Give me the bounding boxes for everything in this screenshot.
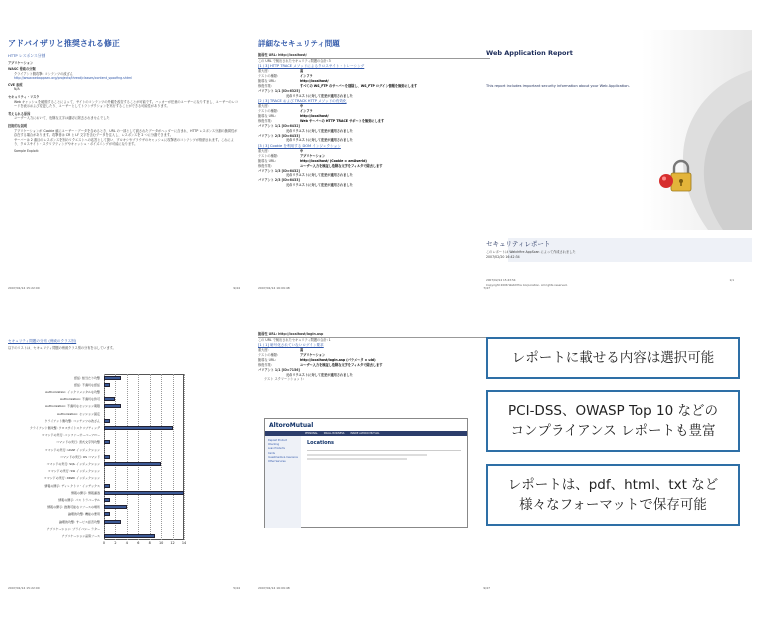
chart-gridline xyxy=(115,374,116,540)
wasc-link[interactable]: http://www.webappsec.org/projects/threat/classes/content_spoofing.shtml xyxy=(14,76,133,81)
label-fix: 修復作業: xyxy=(258,363,272,368)
chart-page-title: セキュリティ問題の分布 (脅威のクラス別) xyxy=(8,339,77,343)
cause-text: ユーザー入力において、危険な文字は適切に除去されませんでした xyxy=(14,116,110,121)
side-item[interactable]: Loan Products xyxy=(268,447,285,451)
bar xyxy=(104,491,184,495)
issue-count: この URL で検出されたセキュリティ問題の合計: 1 xyxy=(258,337,331,342)
page-footer xyxy=(258,586,490,590)
page-title: アドバイザリと推奨される修正 xyxy=(8,39,120,48)
variant-reason: 元のリクエストに対して変更が適用されました xyxy=(286,93,353,98)
footer-left: 2007/02/14 15:43:54 xyxy=(486,278,516,282)
url-line: 脆弱性 URL: http://localhost/login.asp xyxy=(258,332,490,338)
bar xyxy=(104,376,121,380)
brand-logo: AltoroMutual xyxy=(269,421,314,429)
footer-right: 9/47 xyxy=(483,586,490,590)
divider xyxy=(307,450,461,451)
callout-selectable-content xyxy=(486,337,740,379)
callout-text-line1: レポートは、pdf、html、txt など xyxy=(507,477,719,493)
report-page-screenshot xyxy=(258,330,490,592)
category-label: コマンドの実行: SSI インジェクション xyxy=(47,469,100,474)
footer-right: 1/1 xyxy=(729,278,734,282)
footer-right: 5/44 xyxy=(233,586,240,590)
variant-label: バリアント 2/3 [ID=6433] xyxy=(258,133,300,138)
category-label: Authorization: 不適切な許可 xyxy=(59,397,100,402)
value-severity: 中 xyxy=(300,104,304,109)
report-meta-2: 2007/02/20 16:42:34 xyxy=(486,255,520,259)
bar xyxy=(104,505,127,509)
label-test: テストの種類: xyxy=(258,353,279,358)
category-label: クライアント側攻撃: クロスサイトスクリプティング xyxy=(29,425,100,430)
chart-gridline xyxy=(184,374,185,540)
label-severity: 重大度: xyxy=(258,104,269,109)
locations-heading: Locations xyxy=(307,440,335,446)
category-label: コマンドの実行: XPath インジェクション xyxy=(43,476,100,481)
cover-desc: This report includes important security information about your Web Application. xyxy=(486,84,630,88)
callout-text-line2: 様々なフォーマットで保存可能 xyxy=(519,497,707,513)
category-label: 論理的攻撃: サービス拒否攻撃 xyxy=(59,519,100,524)
label-test: テストの種類: xyxy=(258,109,279,114)
bar xyxy=(104,455,110,459)
value-severity: 高 xyxy=(300,348,304,353)
report-page-advisory xyxy=(8,30,240,292)
value-fix: ユーザー入力を検証し危険な文字をフィルタで除去します xyxy=(300,363,383,368)
chart-gridline xyxy=(161,374,162,540)
category-label: Authorization: 不適切なセッション期限 xyxy=(45,404,100,409)
screenshot-header xyxy=(265,419,467,431)
report-page-chart xyxy=(8,330,240,592)
value-url: http://localhost/login.asp (パラメータ = uid) xyxy=(300,358,376,363)
category-label: 情報の開示: ディレクトリ・インデックス xyxy=(44,483,100,488)
footer-left: 2007/02/14 15:22:00 xyxy=(8,286,40,290)
value-url: http://localhost/ (Cookie = amUserId) xyxy=(300,158,367,163)
value-url: http://localhost/ xyxy=(300,114,329,119)
footer-left: 2007/02/14 15:22:00 xyxy=(8,586,40,590)
cover-title: Web Application Report xyxy=(486,49,573,57)
label-url: 脆弱な URL: xyxy=(258,114,276,119)
chart-gridline xyxy=(138,374,139,540)
x-tick-label: 12 xyxy=(170,540,175,545)
value-test: アプリケーション xyxy=(300,353,326,358)
chart-gridline xyxy=(173,374,174,540)
bar xyxy=(104,534,155,538)
nav-item[interactable]: PERSONAL xyxy=(305,432,318,435)
variant-label: バリアント 1/1 [ID=6432] xyxy=(258,124,300,129)
chart-gridline xyxy=(127,374,128,540)
text-line-placeholder xyxy=(307,454,427,456)
callout-compliance-reports xyxy=(486,390,740,452)
chart-gridline xyxy=(150,374,151,540)
value-fix: Web サーバーの HTTP TRACE サポートを無効にします xyxy=(300,119,385,124)
footer-right: 7/47 xyxy=(483,286,490,290)
category-label: アプリケーション: プライバシー ラター xyxy=(46,526,100,531)
footer-copyright: Copyright 2006 Watchfire Corporation. All rights reserved. xyxy=(486,283,568,287)
section-fix: 技術的な説明 xyxy=(8,124,28,129)
label-severity: 重大度: xyxy=(258,148,269,153)
report-page-issues xyxy=(258,30,490,292)
category-label: Authorization: セッション固定 xyxy=(57,411,100,416)
bar xyxy=(104,462,161,466)
threat-class-chart xyxy=(8,370,240,550)
variant-label: バリアント 1/1 [ID=6325] xyxy=(258,89,300,94)
category-label: コマンドの実行: SQL インジェクション xyxy=(46,461,100,466)
screenshot-main xyxy=(301,436,467,528)
variant-reason: 元のリクエストに対して変更が適用されました xyxy=(286,173,353,178)
label-fix: 修復作業: xyxy=(258,163,272,168)
x-tick-label: 6 xyxy=(137,540,140,545)
label-fix: 修復作業: xyxy=(258,84,272,89)
variant-reason: 元のリクエストに対して変更が適用されました xyxy=(286,182,353,187)
x-tick-label: 2 xyxy=(114,540,117,545)
side-item[interactable]: Deposit Product xyxy=(268,439,287,442)
issue-2-head[interactable]: [2 / 3] TRACE および TRACK HTTP メソッドの有効化 xyxy=(258,99,347,104)
value-test: インフラ xyxy=(300,109,313,114)
fix-text-1: アプリケーションが Cookie 値にユーザー・データを含めるとき、URL の一部として渡されたデータがヘッダーに含まれ、HTTP レスポンス分割の脆弱性が存在する場合があります。攻撃者は CR と LF 文字を含むデータを注入し、レスポンスを 2 つに分割できます。 xyxy=(14,128,238,138)
section-cause: 考えられる原因 xyxy=(8,111,31,116)
bar xyxy=(104,484,110,488)
category-label: 情報の開示: 情報漏洩 xyxy=(71,490,100,495)
fix-text-2: サーバーは 2 番目のレスポンスを別のリクエストへの応答として扱い、プロキシやブラウザのキャッシュに攻撃者のコンテンツが格納されます。これにより、クロスサイト・スクリプティングやキャッシュ・ポイズニングが可能になります。 xyxy=(14,137,234,147)
category-label: 認証: 不適切な認証 xyxy=(74,382,100,387)
value-severity: 高 xyxy=(300,69,304,74)
variant-label: バリアント 2/3 [ID=6433] xyxy=(258,177,300,182)
side-item[interactable]: Investments & Insurance xyxy=(268,455,298,459)
side-item[interactable]: Cards xyxy=(268,451,275,455)
issue-head[interactable]: [1 / 1] 暗号化されていないログイン要求 xyxy=(258,343,324,348)
value-fix: すべての WS_FTP のサーバーを削除し、WS_FTP ログイン情報を無効にします xyxy=(300,84,418,89)
callout-text-line2: コンプライアンス レポートも豊富 xyxy=(510,423,716,439)
issue-1-head[interactable]: [1 / 3] HTTP TRACE メソッドによるクロスサイト・トレーシング xyxy=(258,64,365,69)
label-severity: 重大度: xyxy=(258,348,269,353)
cve-value: N/A xyxy=(14,87,20,92)
category-label: クライアント側攻撃: コンテンツの改ざん xyxy=(44,418,100,423)
screenshot-label: テスト スクリーンショット: xyxy=(264,377,305,382)
nav-item[interactable]: SMALL BUSINESS xyxy=(323,432,345,435)
side-item[interactable]: Checking xyxy=(268,443,280,447)
label-fix: 修復作業: xyxy=(258,119,272,124)
x-tick-label: 4 xyxy=(125,540,128,545)
x-tick-label: 0 xyxy=(102,540,106,545)
section-risk: セキュリティ・リスク xyxy=(8,95,40,100)
bar xyxy=(104,383,110,387)
issue-3-head[interactable]: [3 / 3] Cookie を利用する DOM インジェクション xyxy=(258,143,341,148)
footer-right: 9/44 xyxy=(233,286,240,290)
section-wasc: WASC 脅威の分類 xyxy=(8,67,36,72)
label-test: テストの種類: xyxy=(258,153,279,158)
url-line: 脆弱性 URL: http://localhost/ xyxy=(258,53,490,59)
category-label: コマンドの実行: 書式文字列攻撃 xyxy=(56,440,100,445)
nav-item[interactable]: INSIDE ALTORO MUTUAL xyxy=(350,432,380,435)
callout-text: レポートに載せる内容は選択可能 xyxy=(511,350,715,366)
category-label: コマンドの実行: OS コマンド xyxy=(59,454,100,459)
wasc-value: クライアント側攻撃: コンテンツの改ざん xyxy=(14,71,73,76)
value-fix: ユーザー入力を検証し危険な文字をフィルタで除去します xyxy=(300,163,383,168)
section-app: アプリケーション xyxy=(8,60,34,65)
variant-label: バリアント 1/3 [ID=6432] xyxy=(258,168,300,173)
variant-label: バリアント 1/1 [ID=7156] xyxy=(258,368,300,373)
category-label: コマンドの実行: LDAP インジェクション xyxy=(44,447,100,452)
bar xyxy=(104,404,121,408)
page-footer xyxy=(8,286,240,290)
value-test: アプリケーション xyxy=(300,153,326,158)
text-line-placeholder xyxy=(307,458,407,460)
bar xyxy=(104,397,115,401)
label-url: 脆弱な URL: xyxy=(258,358,276,363)
report-meta-1: このレポートは Watchfire AppScan によって作成されました xyxy=(486,250,576,254)
value-severity: 中 xyxy=(300,148,304,153)
label-url: 脆弱な URL: xyxy=(258,79,276,84)
chart-page-subtitle: 以下のリストは、セキュリティ問題の脅威クラス別の分布を示しています。 xyxy=(8,346,116,350)
category-label: 情報の開示: 推測可能なリソースの場所 xyxy=(47,505,100,510)
x-tick-label: 10 xyxy=(158,540,164,545)
bar xyxy=(104,512,110,516)
x-tick-label: 8 xyxy=(148,540,151,545)
report-title: セキュリティレポート xyxy=(486,240,551,248)
category-label: Authorization: インクリメンタルな攻撃 xyxy=(45,389,100,394)
label-severity: 重大度: xyxy=(258,69,269,74)
cover-swoosh xyxy=(508,30,752,230)
label-url: 脆弱な URL: xyxy=(258,158,276,163)
page-footer xyxy=(258,286,490,290)
label-test: テストの種類: xyxy=(258,74,279,79)
bar xyxy=(104,440,110,444)
screenshot-body xyxy=(265,436,467,528)
page-footer xyxy=(8,586,240,590)
category-label: 論理的攻撃: 機能の悪用 xyxy=(68,512,100,517)
footer-left: 2007/02/14 16:09:48 xyxy=(258,286,290,290)
fix-text-3: Sample Exploit: xyxy=(14,149,39,153)
issue-count: この URL で検出されたセキュリティ問題の合計: 3 xyxy=(258,58,331,63)
variant-reason: 元のリクエストに対して変更が適用されました xyxy=(286,372,353,377)
red-ball-icon xyxy=(658,172,674,190)
variant-reason: 元のリクエストに対して変更が適用されました xyxy=(286,128,353,133)
category-label: コマンドの実行: バッファーオーバーフロー xyxy=(41,433,100,438)
bar xyxy=(104,520,121,524)
section-cve: CVE 参照 xyxy=(8,82,23,87)
screenshot-sidebar xyxy=(265,436,301,528)
category-label: 認証: 総当たり攻撃 xyxy=(74,375,100,380)
category-label: アプリケーション品質ソース xyxy=(61,533,100,538)
variant-reason: 元のリクエストに対して変更が適用されました xyxy=(286,138,353,143)
bar xyxy=(104,419,110,423)
callout-text-line1: PCI-DSS、OWASP Top 10 などの xyxy=(508,403,718,419)
bar xyxy=(104,426,173,430)
risk-text: Web キャッシュを破損することによって、サイトのコンテンツの外観を改変することが可能です。ハッカーが任意のユーザーになりすまし、ユーザーのレコードを表示および変更したり、ユーザーとしてトランザクションを実行することができる可能性があります。 xyxy=(14,99,238,109)
x-tick-label: 14 xyxy=(181,540,187,545)
advisory-subtitle: HTTP レスポンス分割 xyxy=(8,53,46,58)
side-item[interactable]: Other Services xyxy=(268,460,286,464)
value-url: http://localhost/ xyxy=(300,79,329,84)
footer-left: 2007/02/14 16:09:48 xyxy=(258,586,290,590)
value-test: インフラ xyxy=(300,74,313,79)
bar xyxy=(104,498,110,502)
report-page-cover xyxy=(486,30,752,292)
page-title: 詳細なセキュリティ問題 xyxy=(258,39,340,48)
category-label: 情報の開示: パス トラバーサル xyxy=(58,497,100,502)
callout-export-formats xyxy=(486,464,740,526)
embedded-screenshot xyxy=(264,418,468,528)
